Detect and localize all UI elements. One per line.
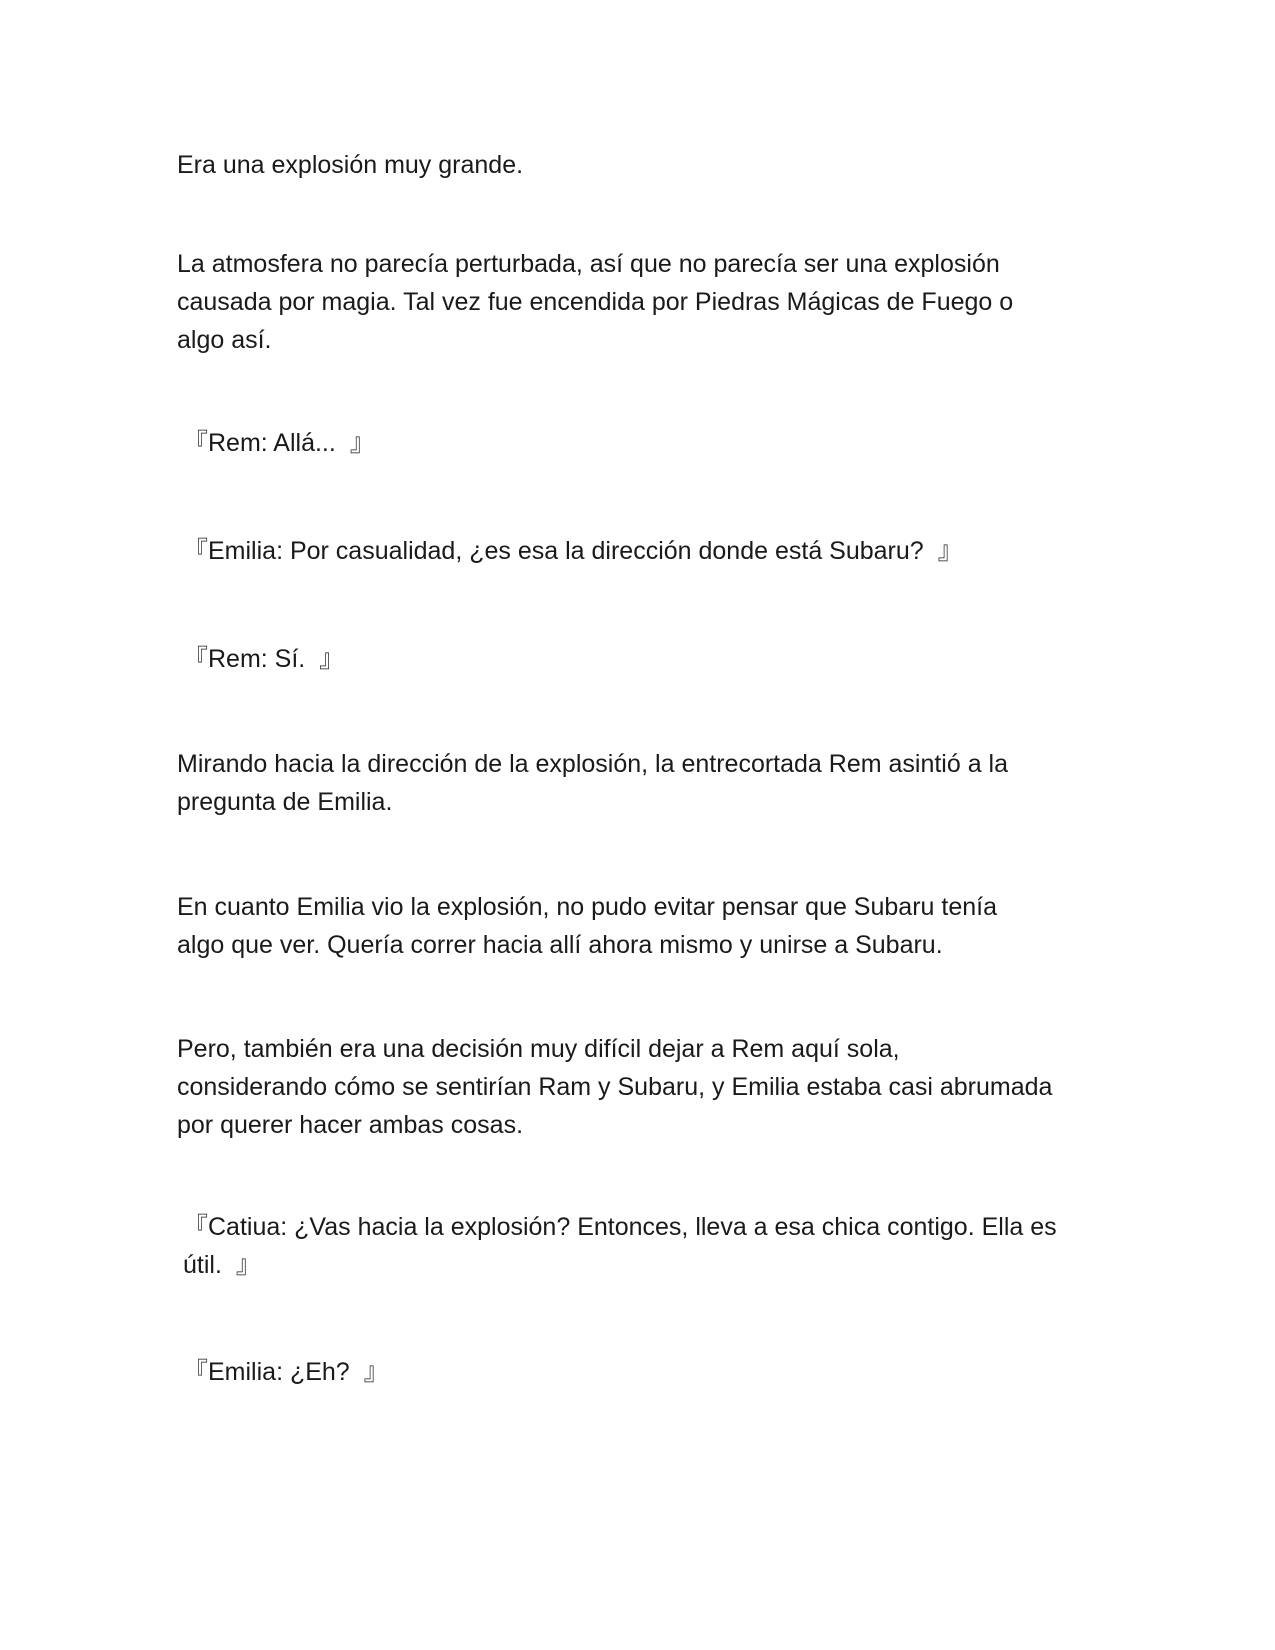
dialogue-catiua-1: 『Catiua: ¿Vas hacia la explosión? Entonces, lleva a esa chica contigo. Ella es útil. 』 (183, 1213, 1057, 1279)
dialogue-rem-2: 『Rem: Sí. 』 (183, 645, 345, 673)
narration-paragraph-5: Pero, también era una decisión muy difícil dejar a Rem aquí sola, considerando cómo se sentirían Ram y Subaru, y Emilia estaba casi abrumada por querer hacer ambas cosas. (177, 1035, 1053, 1139)
narration-paragraph-1: Era una explosión muy grande. (177, 151, 524, 179)
narration-paragraph-3: Mirando hacia la dirección de la explosión, la entrecortada Rem asintió a la pregunta de Emilia. (177, 750, 1009, 816)
dialogue-rem-1: 『Rem: Allá... 』 (183, 429, 375, 457)
narration-paragraph-2: La atmosfera no parecía perturbada, así que no parecía ser una explosión causada por magia. Tal vez fue encendida por Piedras Mágicas de Fuego o algo así. (177, 250, 1014, 354)
dialogue-emilia-1: 『Emilia: Por casualidad, ¿es esa la dirección donde está Subaru? 』 (183, 537, 963, 565)
dialogue-emilia-2: 『Emilia: ¿Eh? 』 (183, 1358, 389, 1386)
narration-paragraph-4: En cuanto Emilia vio la explosión, no pudo evitar pensar que Subaru tenía algo que ver. Quería correr hacia allí ahora mismo y unirse a Subaru. (177, 893, 997, 959)
